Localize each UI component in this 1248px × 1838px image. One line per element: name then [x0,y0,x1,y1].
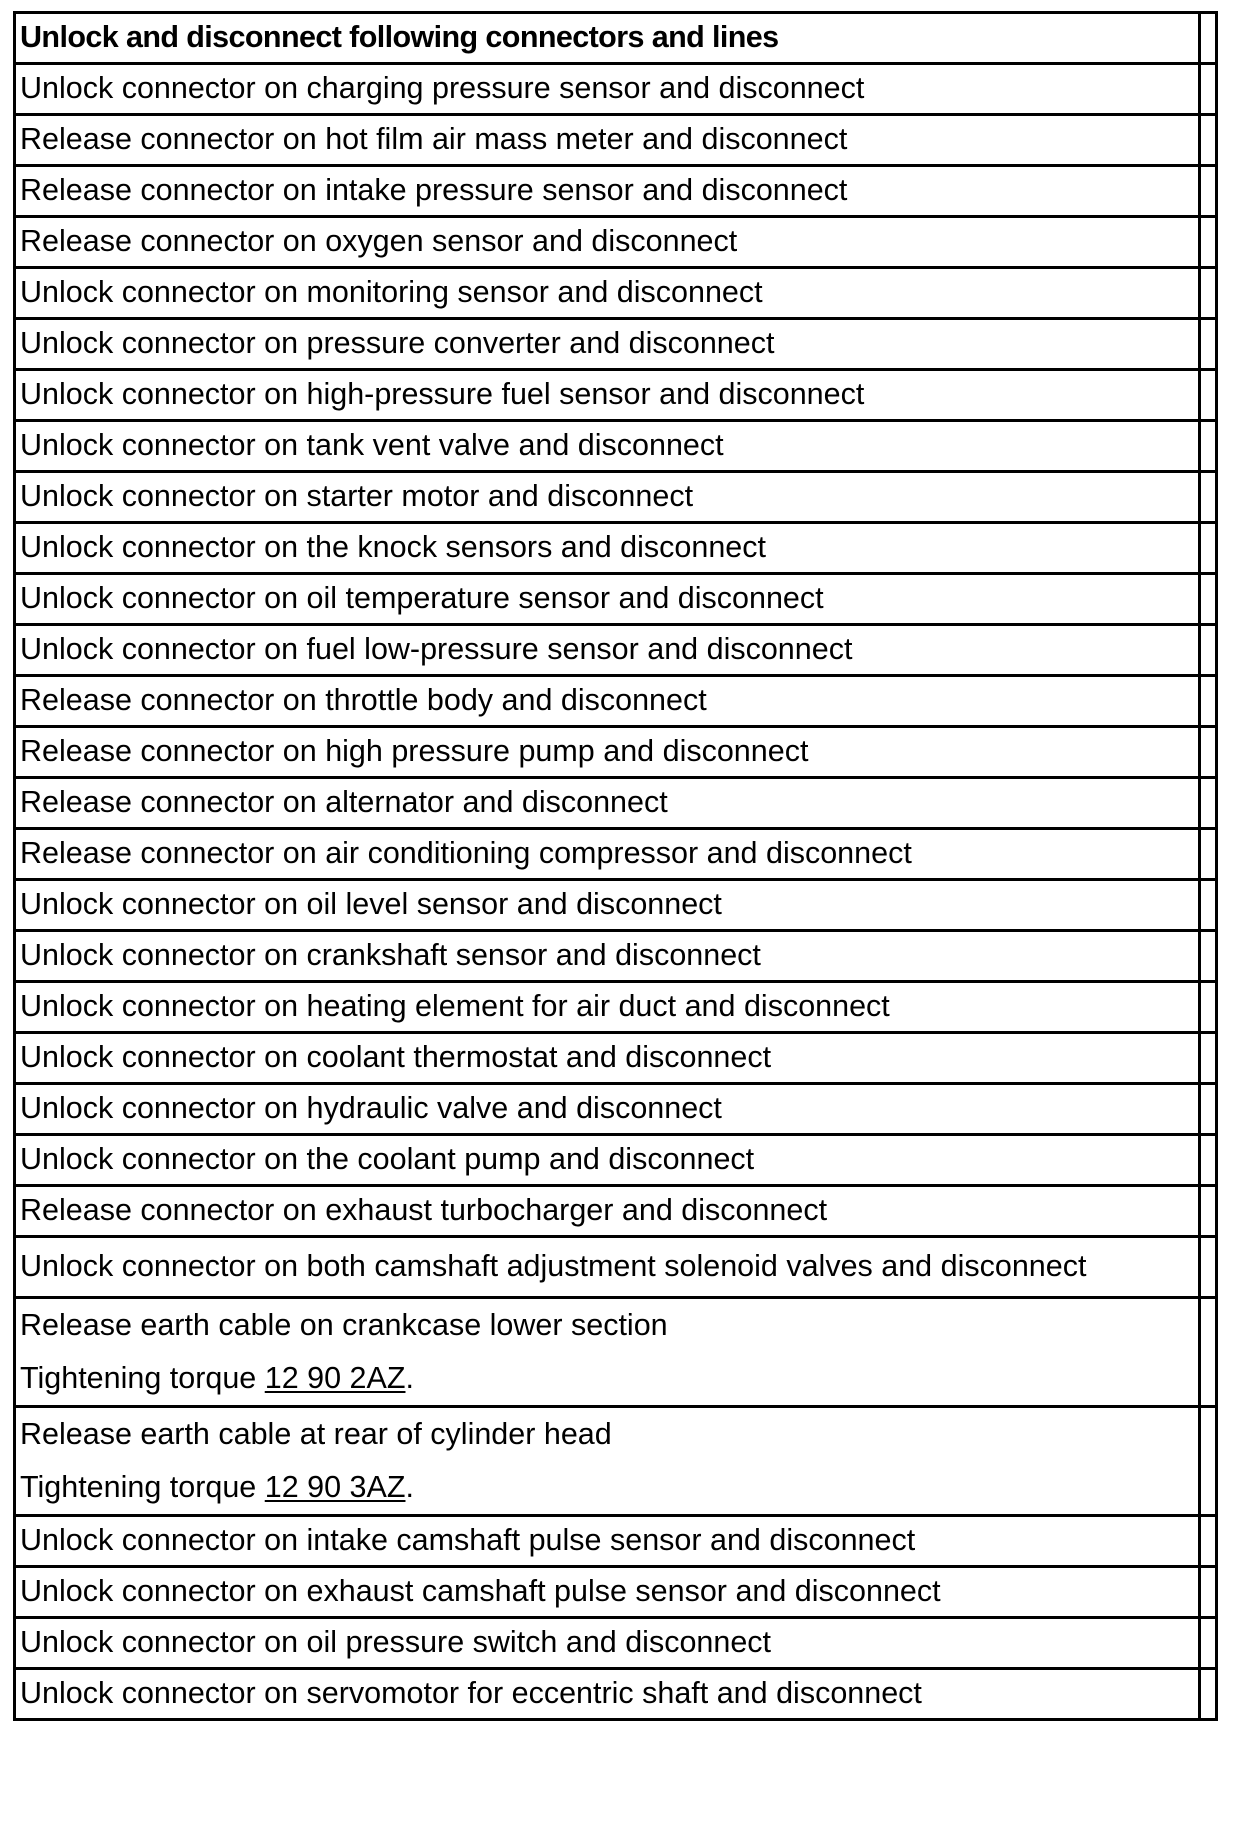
table-row [15,64,1217,115]
check-cell[interactable] [1200,625,1217,676]
check-cell[interactable] [1200,778,1217,829]
table-row [15,217,1217,268]
check-cell[interactable] [1200,931,1217,982]
table-row [15,1186,1217,1237]
earth-cable-text: Release earth cable on crankcase lower section [20,1308,668,1343]
check-cell[interactable] [1200,727,1217,778]
check-cell[interactable] [1200,1084,1217,1135]
earth-cable-cell [15,1407,1200,1516]
table-row [15,1237,1217,1298]
row-text: Unlock connector on charging pressure sensor and disconnect [15,64,1200,115]
torque-prefix: Tightening torque [20,1360,265,1395]
torque-prefix: Tightening torque [20,1469,265,1504]
row-text: Release connector on high pressure pump and disconnect [15,727,1200,778]
table-row [15,1084,1217,1135]
row-text: Unlock connector on monitoring sensor and disconnect [15,268,1200,319]
table-row [15,880,1217,931]
check-cell[interactable] [1200,115,1217,166]
row-text: Unlock connector on starter motor and disconnect [15,472,1200,523]
check-cell[interactable] [1200,13,1217,64]
check-cell[interactable] [1200,1669,1217,1720]
check-cell[interactable] [1200,319,1217,370]
check-cell[interactable] [1200,574,1217,625]
table-row [15,574,1217,625]
row-text: Release connector on throttle body and disconnect [15,676,1200,727]
table-row [15,778,1217,829]
row-text: Release connector on air conditioning compressor and disconnect [15,829,1200,880]
table-header-cell: Unlock and disconnect following connectors and lines [15,13,1200,64]
table-row [15,1567,1217,1618]
check-cell[interactable] [1200,1618,1217,1669]
row-text: Unlock connector on intake camshaft pulse sensor and disconnect [15,1516,1200,1567]
table-row [15,472,1217,523]
check-cell[interactable] [1200,523,1217,574]
table-row [15,319,1217,370]
table-row [15,523,1217,574]
table-row [15,1516,1217,1567]
earth-cable-row [15,1298,1217,1407]
check-cell[interactable] [1200,982,1217,1033]
table-row [15,676,1217,727]
row-text: Unlock connector on the knock sensors and disconnect [15,523,1200,574]
table-row [15,370,1217,421]
row-text: Unlock connector on oil pressure switch and disconnect [15,1618,1200,1669]
torque-suffix: . [405,1360,414,1395]
earth-cable-cell [15,1298,1200,1407]
check-cell[interactable] [1200,1033,1217,1084]
earth-cable-row [15,1407,1217,1516]
row-text: Release connector on exhaust turbocharger and disconnect [15,1186,1200,1237]
check-cell[interactable] [1200,166,1217,217]
torque-line [20,1361,1194,1396]
check-cell[interactable] [1200,421,1217,472]
check-cell[interactable] [1200,64,1217,115]
row-text: Unlock connector on hydraulic valve and disconnect [15,1084,1200,1135]
table-header-row [15,13,1217,64]
row-text: Unlock connector on coolant thermostat and disconnect [15,1033,1200,1084]
connector-checklist-table [13,11,1218,1721]
table-row [15,829,1217,880]
check-cell[interactable] [1200,1567,1217,1618]
check-cell[interactable] [1200,1298,1217,1407]
check-cell[interactable] [1200,676,1217,727]
table-row [15,931,1217,982]
row-text: Release connector on intake pressure sensor and disconnect [15,166,1200,217]
torque-spec-link[interactable]: 12 90 3AZ [264,1469,406,1504]
table-row [15,1033,1217,1084]
table-row [15,421,1217,472]
row-text: Unlock connector on pressure converter and disconnect [15,319,1200,370]
row-text: Unlock connector on oil temperature sensor and disconnect [15,574,1200,625]
table-row [15,1669,1217,1720]
row-text: Unlock connector on exhaust camshaft pulse sensor and disconnect [15,1567,1200,1618]
check-cell[interactable] [1200,1186,1217,1237]
check-cell[interactable] [1200,1237,1217,1298]
table-row [15,166,1217,217]
earth-cable-text: Release earth cable at rear of cylinder head [20,1417,612,1452]
row-text: Release connector on alternator and disconnect [15,778,1200,829]
table-row [15,1618,1217,1669]
check-cell[interactable] [1200,1407,1217,1516]
check-cell[interactable] [1200,880,1217,931]
table-row [15,727,1217,778]
row-text: Unlock connector on the coolant pump and disconnect [15,1135,1200,1186]
row-text: Unlock connector on both camshaft adjustment solenoid valves and disconnect [15,1237,1200,1298]
row-text: Release connector on hot film air mass meter and disconnect [15,115,1200,166]
check-cell[interactable] [1200,829,1217,880]
row-text: Unlock connector on crankshaft sensor and disconnect [15,931,1200,982]
row-text: Unlock connector on servomotor for eccentric shaft and disconnect [15,1669,1200,1720]
row-text: Unlock connector on oil level sensor and disconnect [15,880,1200,931]
torque-line [20,1470,1194,1505]
table-row [15,115,1217,166]
torque-suffix: . [405,1469,414,1504]
row-text: Unlock connector on heating element for air duct and disconnect [15,982,1200,1033]
row-text: Unlock connector on tank vent valve and disconnect [15,421,1200,472]
row-text: Unlock connector on high-pressure fuel sensor and disconnect [15,370,1200,421]
check-cell[interactable] [1200,370,1217,421]
table-row [15,1135,1217,1186]
table-row [15,625,1217,676]
check-cell[interactable] [1200,268,1217,319]
table-row [15,982,1217,1033]
row-text: Unlock connector on fuel low-pressure sensor and disconnect [15,625,1200,676]
row-text: Release connector on oxygen sensor and disconnect [15,217,1200,268]
table-row [15,268,1217,319]
torque-spec-link[interactable]: 12 90 2AZ [264,1360,406,1395]
check-cell[interactable] [1200,472,1217,523]
check-cell[interactable] [1200,1135,1217,1186]
check-cell[interactable] [1200,217,1217,268]
check-cell[interactable] [1200,1516,1217,1567]
